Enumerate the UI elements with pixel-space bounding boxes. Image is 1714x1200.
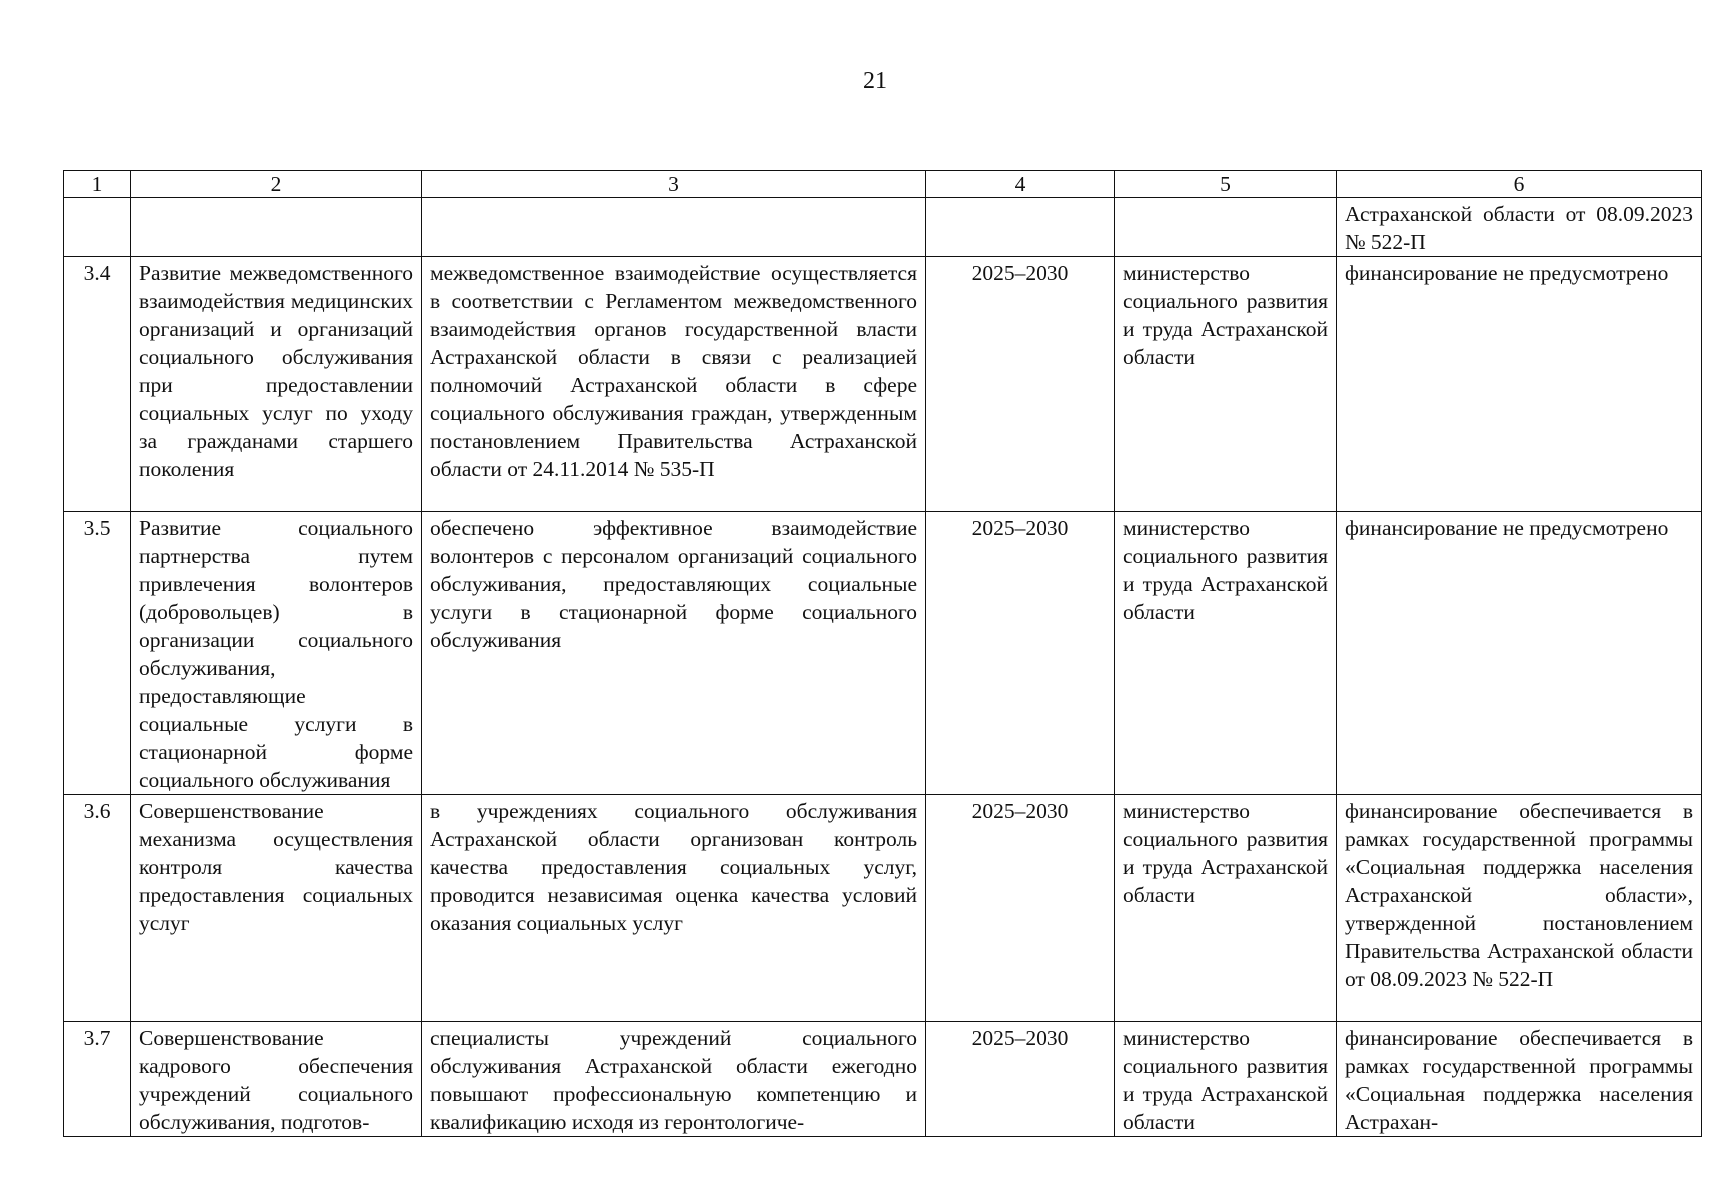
column-header-4: 4 [926, 171, 1115, 198]
row-number-cell: 3.4 [64, 257, 131, 512]
row-number-cell: 3.5 [64, 512, 131, 795]
period-cell: 2025–2030 [926, 795, 1115, 1022]
column-header-6: 6 [1337, 171, 1702, 198]
financing-cell: финансирование обеспечивается в рамках государственной программы «Социальная поддержка населения Астраханской области», утвержденной постановлением Правительства Астраханской области от 08.09.2023 № 522-П [1337, 795, 1702, 1022]
table-row-3-5 [64, 512, 1702, 795]
result-cell: обеспечено эффективное взаимодействие волонтеров с персоналом организаций социального обслуживания, предоставляющих социальные услуги в стационарной форме социального обслуживания [422, 512, 926, 795]
period-cell: 2025–2030 [926, 1022, 1115, 1137]
column-header-3: 3 [422, 171, 926, 198]
financing-cell: Астраханской области от 08.09.2023 № 522-П [1337, 198, 1702, 257]
measure-cell: Развитие социального партнерства путем привлечения волонтеров (добровольцев) в организации социального обслуживания, предоставляющие социальные услуги в стационарной форме социального обслуживания [131, 512, 422, 795]
executor-cell: министерство социального развития и труда Астраханской области [1115, 795, 1337, 1022]
period-cell: 2025–2030 [926, 512, 1115, 795]
result-cell: специалисты учреждений социального обслуживания Астраханской области ежегодно повышают профессиональную компетенцию и квалификацию исходя из геронтологиче- [422, 1022, 926, 1137]
column-header-2: 2 [131, 171, 422, 198]
financing-cell: финансирование не предусмотрено [1337, 257, 1702, 512]
measure-cell: Совершенствование кадрового обеспечения учреждений социального обслуживания, подготов- [131, 1022, 422, 1137]
measure-cell: Развитие межведомственного взаимодействия медицинских организаций и организаций социального обслуживания при предоставлении социальных услуг по уходу за гражданами старшего поколения [131, 257, 422, 512]
financing-cell: финансирование обеспечивается в рамках государственной программы «Социальная поддержка населения Астрахан- [1337, 1022, 1702, 1137]
row-number-cell [64, 198, 131, 257]
period-cell [926, 198, 1115, 257]
table-row-3-7 [64, 1022, 1702, 1137]
column-header-5: 5 [1115, 171, 1337, 198]
column-header-1: 1 [64, 171, 131, 198]
period-cell: 2025–2030 [926, 257, 1115, 512]
table-row-continuation [64, 198, 1702, 257]
measure-cell: Совершенствование механизма осуществления контроля качества предоставления социальных услуг [131, 795, 422, 1022]
result-cell [422, 198, 926, 257]
financing-cell: финансирование не предусмотрено [1337, 512, 1702, 795]
table-row-3-6 [64, 795, 1702, 1022]
measure-cell [131, 198, 422, 257]
row-number-cell: 3.7 [64, 1022, 131, 1137]
executor-cell: министерство социального развития и труда Астраханской области [1115, 257, 1337, 512]
column-number-header-row [64, 171, 1702, 198]
executor-cell [1115, 198, 1337, 257]
page-number: 21 [863, 68, 887, 94]
result-cell: межведомственное взаимодействие осуществляется в соответствии с Регламентом межведомственного взаимодействия органов государственной власти Астраханской области в связи с реализацией полномочий Астраханской области в сфере социального обслуживания граждан, утвержденным постановлением Правительства Астраханской области от 24.11.2014 № 535-П [422, 257, 926, 512]
table-row-3-4 [64, 257, 1702, 512]
executor-cell: министерство социального развития и труда Астраханской области [1115, 512, 1337, 795]
result-cell: в учреждениях социального обслуживания Астраханской области организован контроль качества предоставления социальных услуг, проводится независимая оценка качества условий оказания социальных услуг [422, 795, 926, 1022]
executor-cell: министерство социального развития и труда Астраханской области [1115, 1022, 1337, 1137]
measures-table [63, 170, 1702, 1137]
row-number-cell: 3.6 [64, 795, 131, 1022]
